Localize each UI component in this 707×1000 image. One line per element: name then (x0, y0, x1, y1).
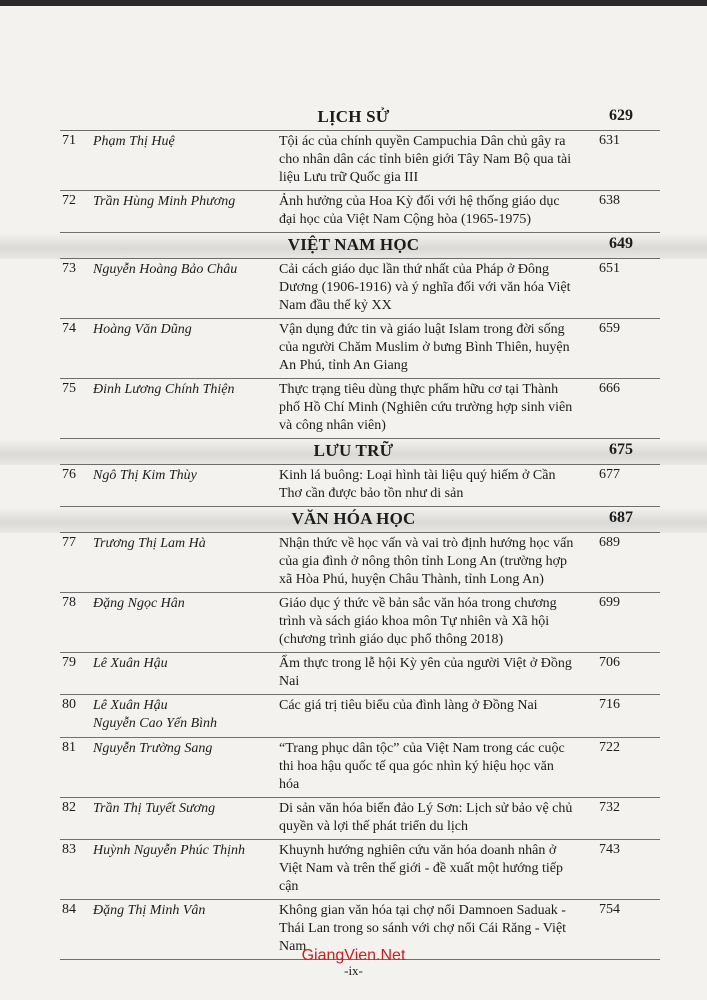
entry-number: 71 (62, 133, 76, 148)
entry-page-number: 631 (599, 133, 620, 148)
entry-page-number: 699 (599, 595, 620, 610)
entry-page-number: 677 (599, 467, 620, 482)
section-page-number: 675 (609, 441, 633, 458)
entry-page-number: 666 (599, 381, 620, 396)
section-heading (0, 507, 707, 533)
toc-entry[interactable] (60, 695, 660, 738)
entry-title: Cải cách giáo dục lần thứ nhất của Pháp ở Đông Dương (1906-1916) và ý nghĩa đối với văn hóa Việt Nam đầu thế kỷ XX (279, 262, 571, 313)
entry-number: 72 (62, 193, 76, 208)
section-title: LỊCH SỬ (317, 107, 390, 126)
entry-page-number: 659 (599, 321, 620, 336)
entry-title: “Trang phục dân tộc” của Việt Nam trong các cuộc thi hoa hậu quốc tế qua góc nhìn ký hiệu học văn hóa (279, 741, 565, 792)
entry-title: Di sản văn hóa biển đảo Lý Sơn: Lịch sử bảo vệ chủ quyền và lợi thế phát triển du lịch (279, 801, 573, 834)
toc-entry[interactable] (60, 465, 660, 507)
entry-author: Đặng Ngọc Hân (93, 596, 185, 611)
entry-author: Đặng Thị Minh Vân (93, 903, 206, 918)
section-heading (0, 439, 707, 465)
entry-title: Kinh lá buông: Loại hình tài liệu quý hiếm ở Cần Thơ cần được bảo tồn như di sản (279, 468, 556, 501)
top-edge-shadow (0, 0, 707, 6)
entry-number: 83 (62, 842, 76, 857)
entry-page-number: 754 (599, 902, 620, 917)
entry-number: 75 (62, 381, 76, 396)
toc-entry[interactable] (60, 191, 660, 233)
entry-number: 77 (62, 535, 76, 550)
entry-title: Vận dụng đức tin và giáo luật Islam trong đời sống của người Chăm Muslim ở bưng Bình Thiên, huyện An Phú, tỉnh An Giang (279, 322, 570, 373)
entry-number: 82 (62, 800, 76, 815)
page-number: -ix- (344, 963, 363, 978)
toc-entry[interactable] (60, 131, 660, 191)
entry-page-number: 743 (599, 842, 620, 857)
entry-title: Nhận thức về học vấn và vai trò định hướng học vấn của gia đình ở nông thôn tỉnh Long An (trường hợp xã Hòa Phú, huyện Châu Thành, tỉnh Long An) (279, 536, 574, 587)
toc-entry[interactable] (60, 653, 660, 695)
section-title: VIỆT NAM HỌC (287, 235, 420, 254)
entry-title: Ẩm thực trong lễ hội Kỳ yên của người Việt ở Đồng Nai (279, 656, 572, 689)
entry-title: Khuynh hướng nghiên cứu văn hóa doanh nhân ở Việt Nam và trên thế giới - đề xuất một hướng tiếp cận (279, 843, 563, 894)
section-page-number: 687 (609, 509, 633, 526)
entry-author: Đinh Lương Chính Thiện (93, 382, 235, 397)
toc-entry[interactable] (60, 533, 660, 593)
section-title: VĂN HÓA HỌC (291, 509, 416, 528)
entry-number: 84 (62, 902, 76, 917)
toc-entry[interactable] (60, 840, 660, 900)
entry-number: 73 (62, 261, 76, 276)
entry-author: Trương Thị Lam Hà (93, 536, 206, 551)
entry-page-number: 732 (599, 800, 620, 815)
entry-author: Huỳnh Nguyễn Phúc Thịnh (93, 843, 246, 858)
entry-number: 76 (62, 467, 76, 482)
toc-entry[interactable] (60, 379, 660, 439)
toc-entry[interactable] (60, 593, 660, 653)
entry-author: Nguyễn Trường Sang (93, 741, 213, 756)
entry-title: Không gian văn hóa tại chợ nổi Damnoen Saduak - Thái Lan trong so sánh với chợ nổi Cái Răng - Việt Nam (279, 903, 567, 954)
entry-author: Lê Xuân Hậu (93, 656, 168, 671)
section-title: LƯU TRỮ (313, 441, 394, 460)
entry-title: Ảnh hưởng của Hoa Kỳ đối với hệ thống giáo dục đại học của Việt Nam Cộng hòa (1965-1975) (279, 194, 560, 227)
entry-page-number: 689 (599, 535, 620, 550)
entry-page-number: 706 (599, 655, 620, 670)
section-heading (0, 105, 707, 131)
entry-number: 80 (62, 697, 76, 712)
section-page-number: 649 (609, 235, 633, 252)
toc-entry[interactable] (60, 259, 660, 319)
entry-number: 78 (62, 595, 76, 610)
entry-page-number: 722 (599, 740, 620, 755)
entry-author: Trần Hùng Minh Phương (93, 194, 236, 209)
entry-author: Hoàng Văn Dũng (93, 322, 192, 337)
entry-author: Lê Xuân Hậu Nguyễn Cao Yến Bình (93, 698, 218, 731)
entry-number: 74 (62, 321, 76, 336)
toc-entry[interactable] (60, 319, 660, 379)
entry-page-number: 638 (599, 193, 620, 208)
section-heading (0, 233, 707, 259)
entry-number: 79 (62, 655, 76, 670)
section-page-number: 629 (609, 107, 633, 124)
entry-author: Nguyễn Hoàng Bảo Châu (93, 262, 238, 277)
entry-author: Trần Thị Tuyết Sương (93, 801, 216, 816)
entry-page-number: 716 (599, 697, 620, 712)
entry-author: Phạm Thị Huệ (93, 134, 175, 149)
entry-number: 81 (62, 740, 76, 755)
toc-entry[interactable] (60, 738, 660, 798)
entry-title: Thực trạng tiêu dùng thực phẩm hữu cơ tại Thành phố Hồ Chí Minh (Nghiên cứu trường hợp sinh viên và công nhân viên) (279, 382, 573, 433)
entry-author: Ngô Thị Kim Thùy (93, 468, 197, 483)
entry-title: Tội ác của chính quyền Campuchia Dân chủ gây ra cho nhân dân các tỉnh biên giới Tây Nam Bộ qua tài liệu Lưu trữ Quốc gia III (279, 134, 572, 185)
entry-title: Giáo dục ý thức về bản sắc văn hóa trong chương trình và sách giáo khoa môn Tự nhiên và Xã hội (chương trình giáo dục phổ thông 2018) (279, 596, 557, 647)
table-of-contents (0, 105, 707, 960)
entry-page-number: 651 (599, 261, 620, 276)
watermark-text: GiangVien.Net (301, 947, 406, 964)
entry-title: Các giá trị tiêu biểu của đình làng ở Đồng Nai (279, 698, 538, 713)
toc-entry[interactable] (60, 798, 660, 840)
